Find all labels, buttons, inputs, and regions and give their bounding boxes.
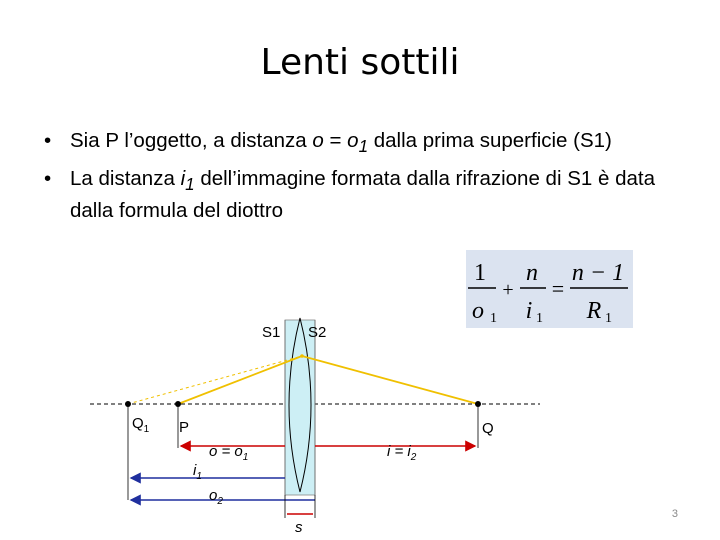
label-q1: $Q_1$ (132, 415, 150, 435)
formula-den-1: o (472, 298, 484, 324)
formula-num-3: n − 1 (571, 260, 625, 286)
refracted-ray (302, 356, 478, 404)
formula-num-2: n (526, 260, 538, 286)
formula-den-2-sub: 1 (536, 311, 543, 326)
bullet-text: Sia P l’oggetto, a distanza $o = o_1$ dalla prima superficie (S1) (70, 129, 612, 157)
lens-diagram (0, 300, 720, 540)
bullet-item (44, 166, 684, 224)
refraction-point (300, 354, 304, 358)
formula-den-2: i (525, 298, 533, 324)
bullet-text: La distanza $i_1$ dell’immagine formata dalla rifrazione di S1 è data dalla formula del diottro (70, 167, 655, 223)
bullet-dot: • (44, 129, 52, 152)
label-o2: $o_2$ (209, 487, 223, 507)
formula-plus: + (502, 279, 514, 301)
label-o: $o = o_1$ (209, 443, 249, 463)
incident-ray (178, 356, 302, 404)
virtual-ray (128, 356, 302, 404)
formula-den-3-sub: 1 (605, 311, 612, 326)
label-q: Q (482, 420, 494, 437)
bullet-dot: • (44, 167, 52, 191)
bullet-item (44, 128, 684, 160)
slide-title: Lenti sottili (260, 42, 460, 83)
bullet-list (44, 128, 684, 230)
page-number: 3 (671, 508, 678, 520)
formula-den-1-sub: 1 (490, 311, 497, 326)
label-p: P (179, 419, 190, 436)
formula-equals: = (551, 276, 565, 301)
formula-num-1: 1 (474, 260, 486, 286)
label-s1: S1 (262, 324, 281, 341)
label-s: s (295, 519, 303, 536)
label-s2: S2 (308, 324, 327, 341)
formula-den-3: R (586, 298, 602, 324)
label-i1: $i_1$ (193, 462, 202, 482)
label-i: $i = i_2$ (387, 443, 417, 463)
